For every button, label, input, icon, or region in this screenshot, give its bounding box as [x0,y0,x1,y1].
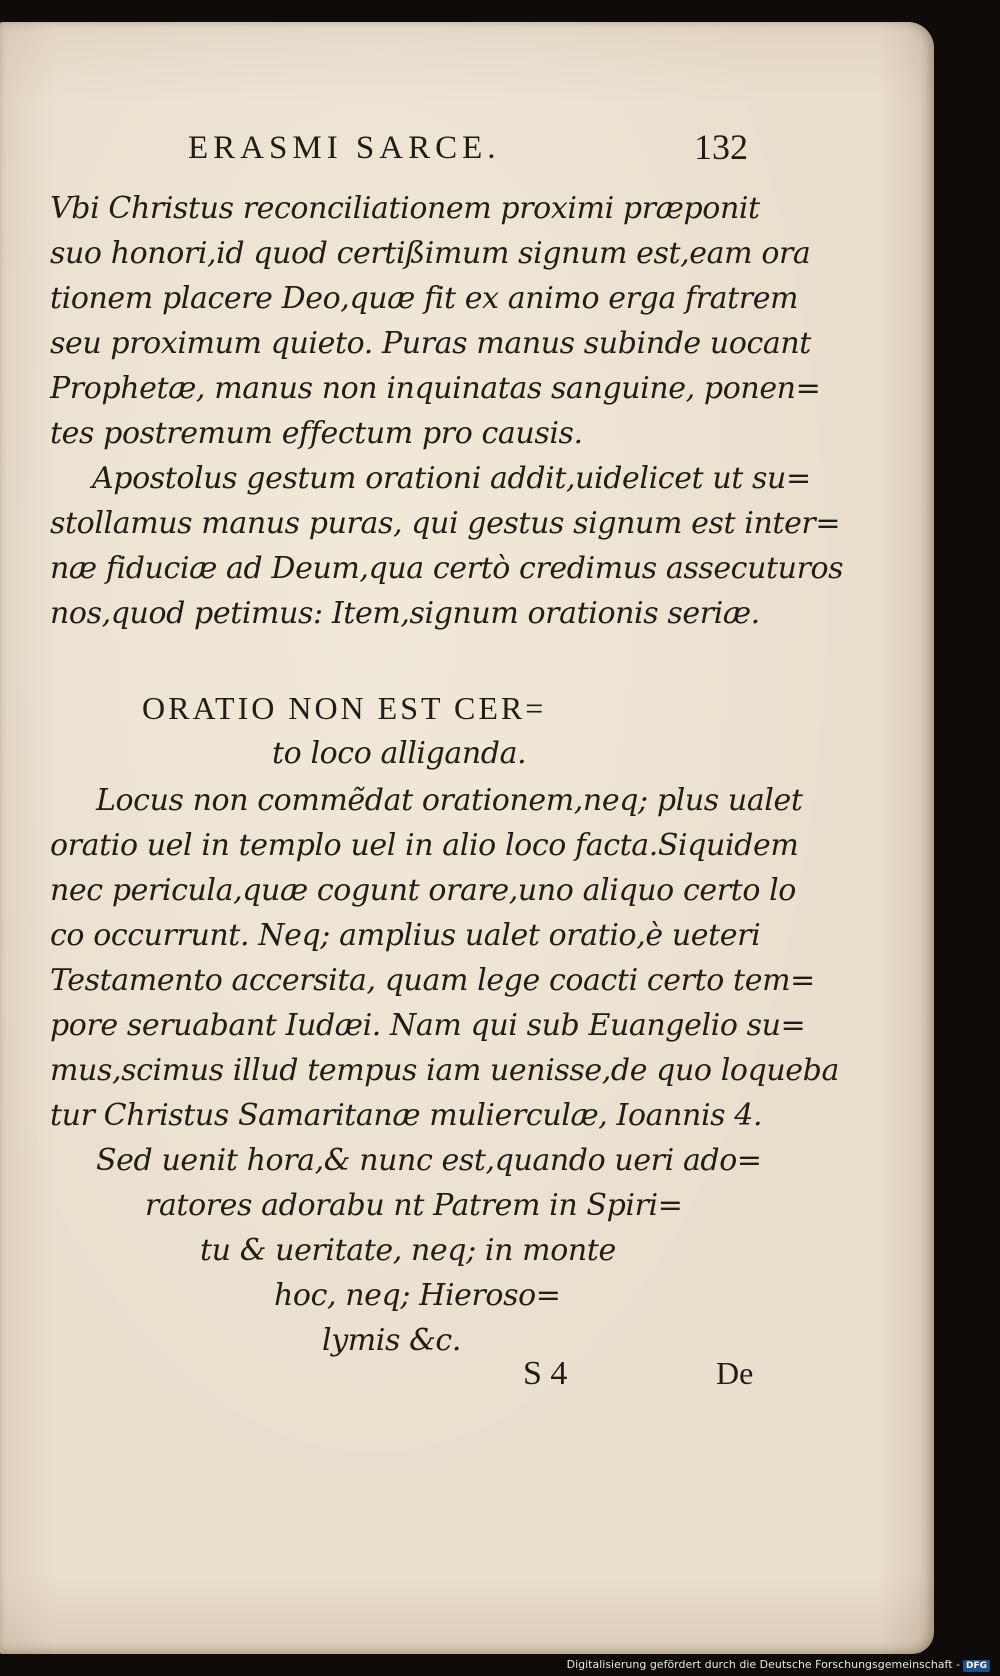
quote-line: tu & ueritate, neq; in monte [200,1233,616,1268]
text-line: nos,quod petimus: Item,signum orationis seriæ. [50,596,760,631]
text-line: mus,scimus illud tempus iam uenisse,de quo loqueba [50,1053,839,1088]
credit-text: Digitalisierung gefördert durch die Deutsche Forschungsgemeinschaft - [566,1658,960,1671]
text-line: seu proximum quieto. Puras manus subinde uocant [50,326,811,361]
text-line: Prophetæ, manus non inquinatas sanguine, ponen= [50,371,821,406]
dfg-logo: DFG [963,1660,990,1672]
text-line: pore seruabant Iudæi. Nam qui sub Euangelio su= [50,1008,806,1043]
text-line: Testamento accersita, quam lege coacti certo tem= [50,963,815,998]
text-line: Locus non commẽdat orationem,neq; plus ualet [96,783,803,818]
signature-mark: S 4 [523,1355,568,1392]
running-title: ERASMI SARCE. [188,130,501,166]
catchword: De [716,1355,754,1391]
text-line: næ fiduciæ ad Deum,qua certò credimus assecuturos [50,551,844,586]
digitization-credit [567,1658,990,1672]
text-line: tes postremum effectum pro causis. [50,416,583,451]
text-line: oratio uel in templo uel in alio loco facta.Siquidem [50,828,799,863]
book-page [0,22,934,1654]
text-line: Vbi Christus reconciliationem proximi præponit [50,191,760,226]
text-line: co occurrunt. Neq; amplius ualet oratio,è ueteri [50,918,761,953]
text-line: stollamus manus puras, qui gestus signum est inter= [50,506,841,541]
section-heading: ORATIO NON EST CER= [142,690,547,726]
quote-line: lymis &c. [322,1323,461,1358]
quote-line: hoc, neq; Hieroso= [274,1278,561,1313]
text-line: Apostolus gestum orationi addit,uidelicet ut su= [92,461,811,496]
text-line: suo honori,id quod certißimum signum est,eam ora [50,236,811,271]
text-line: nec pericula,quæ cogunt orare,uno aliquo certo lo [50,873,796,908]
section-heading-continued: to loco alliganda. [272,736,527,771]
text-line: tur Christus Samaritanæ mulierculæ, Ioannis 4. [50,1098,763,1133]
quote-line: ratores adorabu nt Patrem in Spiri= [145,1188,683,1223]
page-number: 132 [694,127,748,167]
quote-line: Sed uenit hora,& nunc est,quando ueri ado= [96,1143,762,1178]
text-line: tionem placere Deo,quæ fit ex animo erga fratrem [50,281,799,316]
